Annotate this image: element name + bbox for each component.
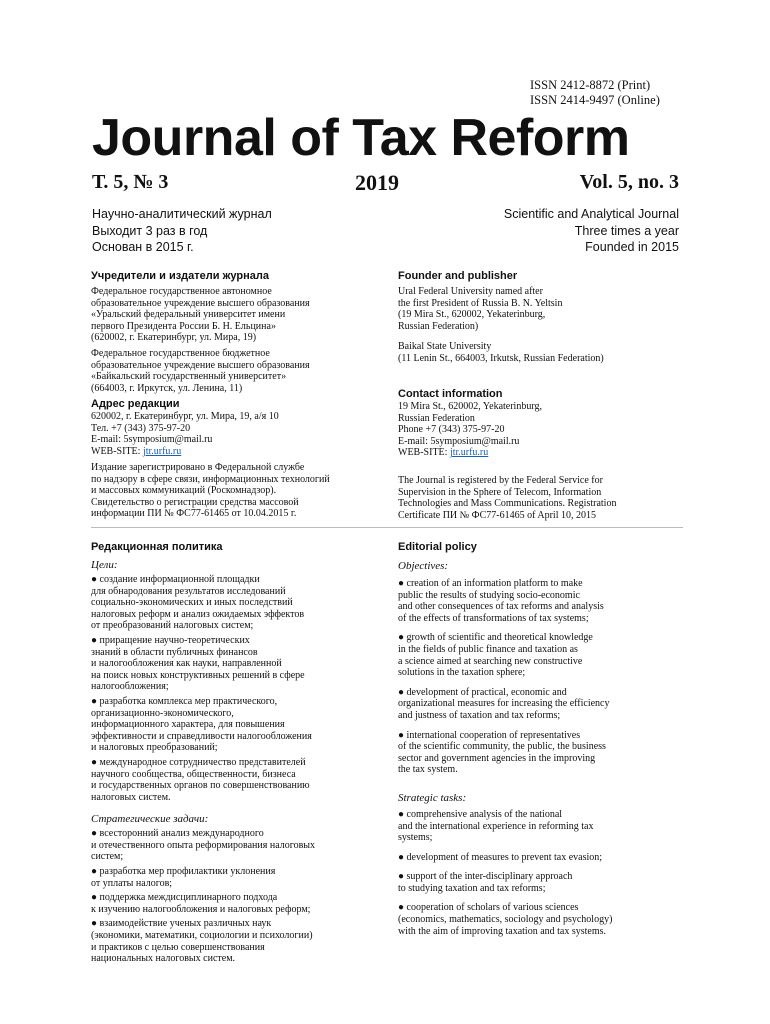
text-line: и налоговых преобразований; <box>91 742 218 754</box>
bullet-item <box>91 866 373 889</box>
issn-online: ISSN 2414-9497 (Online) <box>530 93 660 107</box>
text-line: of the scientific community, the public, the business <box>398 741 606 753</box>
text-line: ● creation of an information platform to make <box>398 578 583 589</box>
goals-list-en <box>398 578 683 776</box>
address-heading-ru: Адрес редакции <box>91 398 180 410</box>
policy-heading-en: Editorial policy <box>398 541 477 553</box>
text-line: Научно-аналитический журнал <box>92 207 272 221</box>
bullet-item <box>91 892 373 915</box>
year: 2019 <box>355 170 399 195</box>
contact-en <box>398 388 683 459</box>
registration-text-ru <box>91 462 373 520</box>
bullet-item <box>398 687 683 722</box>
goals-list-ru <box>91 574 373 803</box>
text-line: Ural Federal University named after <box>398 286 543 297</box>
text-line: (620002, г. Екатеринбург, ул. Мира, 19) <box>91 332 257 344</box>
text-line: ● international cooperation of representatives <box>398 729 581 741</box>
text-line: E-mail: 5symposium@mail.ru <box>91 434 213 446</box>
text-line: налоговых реформ и анализ ожидаемых эффектов <box>91 608 305 620</box>
text-line: Издание зарегистрировано в Федеральной службе <box>91 462 305 473</box>
bullet-item <box>91 828 373 863</box>
goals-heading-en: Objectives: <box>398 560 449 572</box>
text-line: Свидетельство о регистрации средства массовой <box>91 496 299 508</box>
issn-print: ISSN 2412-8872 (Print) <box>530 78 651 92</box>
text-line: (economics, mathematics, sociology and psychology) <box>398 914 613 926</box>
text-line: организационно-экономического, <box>91 707 234 719</box>
text-line: and justness of taxation and tax reforms; <box>398 709 561 721</box>
text-line: образовательное учреждение высшего образования <box>91 359 310 371</box>
text-line: ● comprehensive analysis of the national <box>398 808 563 820</box>
bullet-item <box>91 696 373 754</box>
section-divider <box>91 527 683 528</box>
text-line: на поиск новых конструктивных решений в сфере <box>91 669 305 681</box>
text-line: Baikal State University <box>398 341 492 353</box>
website-ru <box>91 446 373 458</box>
text-line: эффективности и справедливости налогообложения <box>91 730 312 742</box>
text-line: ● development of practical, economic and <box>398 686 567 698</box>
text-line: систем; <box>91 851 124 863</box>
registration-en <box>398 475 683 521</box>
bullet-item <box>398 871 683 894</box>
text-line: знаний в области публичных финансов <box>91 646 258 658</box>
address-lines-ru <box>91 411 373 446</box>
registration-ru <box>91 462 373 520</box>
policy-heading-ru: Редакционная политика <box>91 541 223 553</box>
text-line: Выходит 3 раз в год <box>92 223 208 238</box>
policy-ru <box>91 541 373 965</box>
bullet-item <box>398 632 683 678</box>
bullet-item <box>91 757 373 803</box>
text-line: and the international experience in reforming tax <box>398 820 594 832</box>
text-line: solutions in the taxation sphere; <box>398 667 526 679</box>
text-line: to studying taxation and tax reforms; <box>398 882 546 894</box>
text-line: the first President of Russia B. N. Yeltsin <box>398 297 563 309</box>
text-line: социально-экономических и иных последствий <box>91 597 293 609</box>
volume-ru: Т. 5, № 3 <box>92 171 169 193</box>
text-line: к изучению налогообложения и налоговых реформ; <box>91 903 311 915</box>
website-link-en[interactable]: jtr.urfu.ru <box>449 447 489 459</box>
text-line: и государственных органов по совершенствованию <box>91 780 310 792</box>
text-line: «Уральский федеральный университет имени <box>91 309 286 321</box>
policy-en <box>398 541 683 937</box>
text-line: информации ПИ № ФС77-61465 от 10.04.2015 г. <box>91 508 297 520</box>
text-line: Федеральное государственное автономное <box>91 286 272 297</box>
text-line: ● создание информационной площадки <box>91 574 260 585</box>
text-line: для обнародования результатов исследований <box>91 585 286 597</box>
founders-en <box>398 270 683 365</box>
text-line: национальных налоговых систем. <box>91 953 236 965</box>
website-label-en: WEB-SITE: <box>398 447 450 459</box>
text-line: ● международное сотрудничество представителей <box>91 756 306 768</box>
journal-title: Journal of Tax Reform <box>92 109 630 167</box>
founder2-ru <box>91 348 373 394</box>
text-line: по надзору в сфере связи, информационных технологий <box>91 473 330 485</box>
text-line: Technologies and Mass Communications. Registration <box>398 498 617 510</box>
text-line: и отечественного опыта реформирования налоговых <box>91 839 316 851</box>
bullet-item <box>398 852 683 864</box>
text-line: E-mail: 5symposium@mail.ru <box>398 435 520 447</box>
subtitle-en <box>504 206 679 256</box>
tasks-heading-ru: Стратегические задачи: <box>91 813 209 826</box>
bullet-item <box>398 578 683 624</box>
contact-lines-en <box>398 401 683 447</box>
text-line: organizational measures for increasing the efficiency <box>398 698 610 710</box>
website-en <box>398 447 683 459</box>
tasks-list-en <box>398 809 683 937</box>
text-line: (11 Lenin St., 664003, Irkutsk, Russian Federation) <box>398 352 604 364</box>
text-line: ● приращение научно-теоретических <box>91 634 250 646</box>
text-line: Supervision in the Sphere of Telecom, Information <box>398 486 602 498</box>
tasks-list-ru <box>91 828 373 965</box>
text-line: Scientific and Analytical Journal <box>503 207 679 221</box>
contact-heading-en: Contact information <box>398 388 503 400</box>
text-line: of the effects of transformations of tax systems; <box>398 612 589 624</box>
bullet-item <box>398 902 683 937</box>
text-line: and other consequences of tax reforms and analysis <box>398 601 604 613</box>
text-line: Russian Federation <box>398 412 475 424</box>
text-line: и массовых коммуникаций (Роскомнадзор). <box>91 485 277 497</box>
bullet-item <box>91 574 373 632</box>
text-line: первого Президента России Б. Н. Ельцина» <box>91 320 276 332</box>
text-line: ● разработка мер профилактики уклонения <box>91 866 276 878</box>
volume-en: Vol. 5, no. 3 <box>579 171 679 193</box>
text-line: и налогообложения как науки, направленной <box>91 658 282 670</box>
text-line: ● поддержка междисциплинарного подхода <box>91 892 278 904</box>
text-line: 620002, г. Екатеринбург, ул. Мира, 19, а/я 10 <box>91 411 279 422</box>
text-line: Основан в 2015 г. <box>92 240 194 254</box>
text-line: налоговых систем. <box>91 791 171 803</box>
text-line: public the results of studying socio-economic <box>398 589 580 601</box>
text-line: a science aimed at searching new constructive <box>398 655 583 667</box>
text-line: The Journal is registered by the Federal Service for <box>398 475 603 486</box>
tasks-heading-en: Strategic tasks: <box>398 791 467 804</box>
founders-heading-en: Founder and publisher <box>398 270 518 282</box>
text-line: ● growth of scientific and theoretical knowledge <box>398 632 593 644</box>
founder1-ru <box>91 286 373 344</box>
text-line: Тел. +7 (343) 375-97-20 <box>91 422 191 434</box>
text-line: ● разработка комплекса мер практического, <box>91 695 278 707</box>
text-line: образовательное учреждение высшего образования <box>91 297 310 309</box>
website-link-ru[interactable]: jtr.urfu.ru <box>142 445 182 457</box>
text-line: научного сообщества, общественности, бизнеса <box>91 768 296 780</box>
text-line: ● всесторонний анализ международного <box>91 828 264 840</box>
text-line: ● support of the inter-disciplinary approach <box>398 871 573 883</box>
bullet-item <box>398 809 683 844</box>
text-line: ● взаимодействие ученых различных наук <box>91 918 272 930</box>
text-line: Founded in 2015 <box>585 240 679 254</box>
text-line: ● cooperation of scholars of various sciences <box>398 902 579 914</box>
text-line: systems; <box>398 832 433 844</box>
founders-heading-ru: Учредители и издатели журнала <box>91 270 269 282</box>
bullet-item <box>91 635 373 693</box>
text-line: (экономики, математики, социологии и психологии) <box>91 930 313 942</box>
founders-ru <box>91 270 373 394</box>
text-line: «Байкальский государственный университет» <box>91 371 287 383</box>
text-line: от уплаты налогов; <box>91 877 173 889</box>
bullet-item <box>91 918 373 964</box>
founder2-en <box>398 341 683 364</box>
goals-heading-ru: Цели: <box>91 559 118 571</box>
founder1-en <box>398 286 683 332</box>
text-line: от преобразований налоговых систем; <box>91 620 254 632</box>
issn-block <box>530 78 660 108</box>
text-line: with the aim of improving taxation and tax systems. <box>398 925 607 937</box>
text-line: Certificate ПИ № ФС77-61465 of April 10, 2015 <box>398 509 596 521</box>
registration-text-en <box>398 475 683 521</box>
text-line: Russian Federation) <box>398 320 479 332</box>
text-line: sector and government agencies in the improving <box>398 752 596 764</box>
text-line: Федеральное государственное бюджетное <box>91 347 270 359</box>
bullet-item <box>398 730 683 776</box>
text-line: in the fields of public finance and taxation as <box>398 643 578 655</box>
text-line: 19 Mira St., 620002, Yekaterinburg, <box>398 401 542 412</box>
text-line: ● development of measures to prevent tax evasion; <box>398 851 603 863</box>
text-line: Phone +7 (343) 375-97-20 <box>398 424 505 436</box>
text-line: (664003, г. Иркутск, ул. Ленина, 11) <box>91 382 243 394</box>
text-line: и практиков с целью совершенствования <box>91 941 265 953</box>
website-label-ru: WEB-SITE: <box>91 445 143 457</box>
text-line: информационного характера, для повышения <box>91 719 285 731</box>
subtitle-ru <box>92 206 272 256</box>
text-line: Three times a year <box>574 223 679 238</box>
text-line: налогообложения; <box>91 681 169 693</box>
address-ru <box>91 398 373 457</box>
text-line: (19 Mira St., 620002, Yekaterinburg, <box>398 309 546 321</box>
text-line: the tax system. <box>398 764 458 776</box>
